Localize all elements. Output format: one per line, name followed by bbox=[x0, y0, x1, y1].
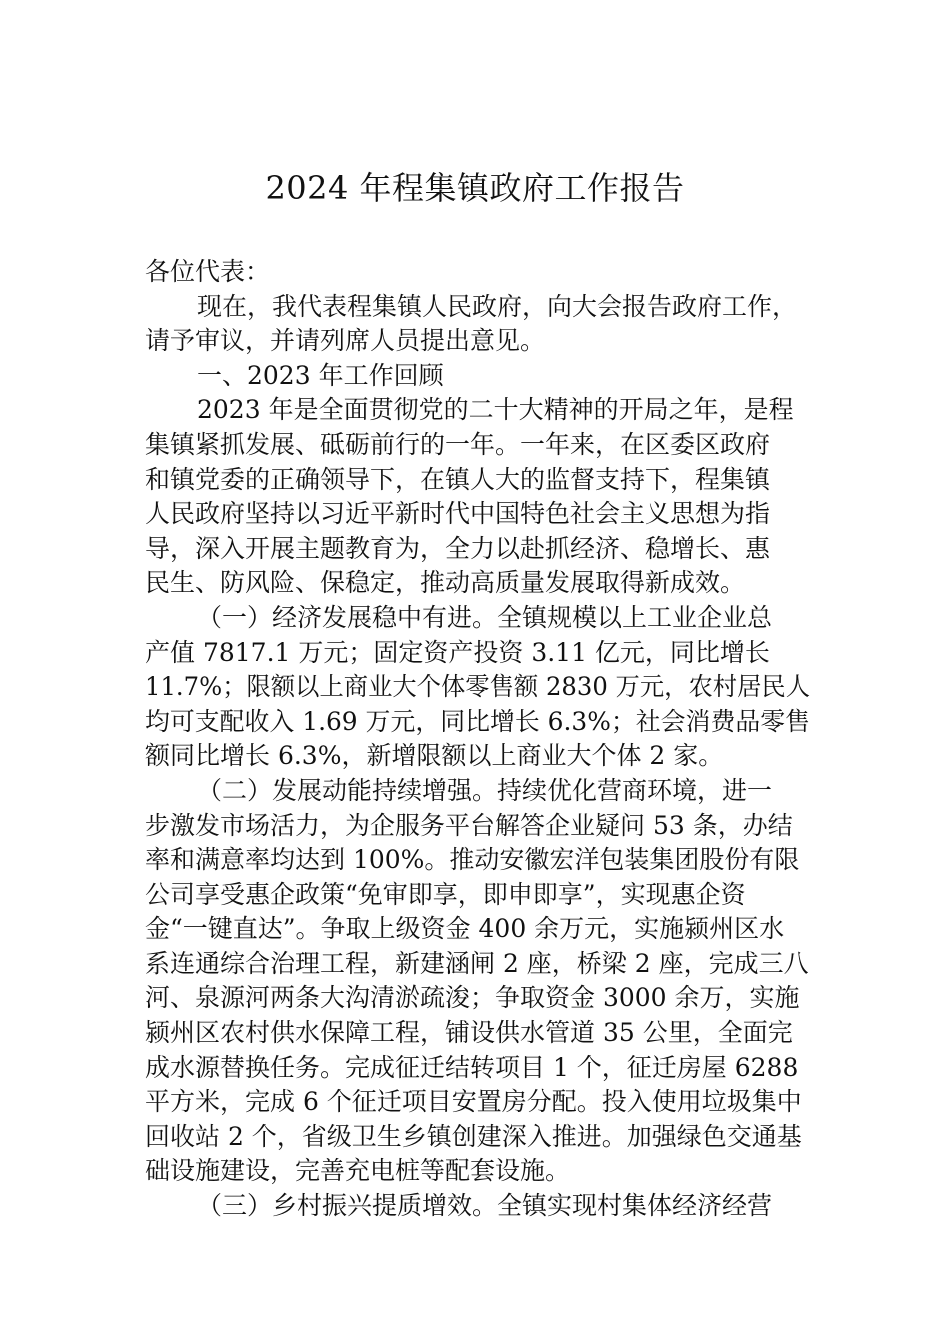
text-line: 人民政府坚持以习近平新时代中国特色社会主义思想为指 bbox=[145, 499, 771, 529]
text-line: （一）经济发展稳中有进。全镇规模以上工业企业总 bbox=[197, 602, 773, 632]
text-line: 导，深入开展主题教育为，全力以赴抓经济、稳增长、惠 bbox=[145, 533, 771, 563]
text-line: 公司享受惠企政策“免审即享，即申即享”，实现惠企资 bbox=[145, 879, 746, 909]
text-line: 均可支配收入 1.69 万元，同比增长 6.3%；社会消费品零售 bbox=[145, 706, 810, 736]
text-line: 率和满意率均达到 100%。推动安徽宏洋包装集团股份有限 bbox=[145, 845, 800, 875]
text-line: 金“一键直达”。争取上级资金 400 余万元，实施颍州区水 bbox=[145, 914, 785, 944]
document-body bbox=[145, 255, 810, 1224]
text-line: 系连通综合治理工程，新建涵闸 2 座，桥梁 2 座，完成三八 bbox=[145, 948, 809, 978]
text-line: （三）乡村振兴提质增效。全镇实现村集体经济经营 bbox=[197, 1191, 773, 1221]
text-line: 请予审议，并请列席人员提出意见。 bbox=[145, 326, 546, 356]
text-line: 现在，我代表程集镇人民政府，向大会报告政府工作， bbox=[197, 291, 798, 321]
document-title: 2024 年程集镇政府工作报告 bbox=[265, 169, 685, 207]
text-line: 河、泉源河两条大沟清淤疏浚；争取资金 3000 余万，实施 bbox=[145, 983, 800, 1013]
text-line: 2023 年是全面贯彻党的二十大精神的开局之年，是程 bbox=[197, 395, 794, 425]
text-line: 平方米，完成 6 个征迁项目安置房分配。投入使用垃圾集中 bbox=[145, 1087, 802, 1117]
text-line: 步激发市场活力，为企服务平台解答企业疑问 53 条，办结 bbox=[145, 810, 793, 840]
text-line: 民生、防风险、保稳定，推动高质量发展取得新成效。 bbox=[145, 568, 746, 598]
text-line: 一、2023 年工作回顾 bbox=[197, 360, 444, 390]
text-line: 和镇党委的正确领导下，在镇人大的监督支持下，程集镇 bbox=[145, 464, 771, 494]
text-line: 成水源替换任务。完成征迁结转项目 1 个，征迁房屋 6288 bbox=[145, 1052, 799, 1082]
text-line: 11.7%；限额以上商业大个体零售额 2830 万元，农村居民人 bbox=[145, 672, 810, 702]
text-line: 颍州区农村供水保障工程，铺设供水管道 35 公里，全面完 bbox=[145, 1018, 793, 1048]
text-line: 额同比增长 6.3%，新增限额以上商业大个体 2 家。 bbox=[145, 741, 724, 771]
text-line: 各位代表： bbox=[145, 257, 271, 286]
text-line: 回收站 2 个，省级卫生乡镇创建深入推进。加强绿色交通基 bbox=[145, 1121, 802, 1151]
text-line: 产值 7817.1 万元；固定资产投资 3.11 亿元，同比增长 bbox=[145, 637, 770, 667]
text-line: （二）发展动能持续增强。持续优化营商环境，进一 bbox=[197, 775, 773, 805]
text-line: 础设施建设，完善充电桩等配套设施。 bbox=[145, 1156, 571, 1186]
text-line: 集镇紧抓发展、砥砺前行的一年。一年来，在区委区政府 bbox=[145, 429, 771, 459]
